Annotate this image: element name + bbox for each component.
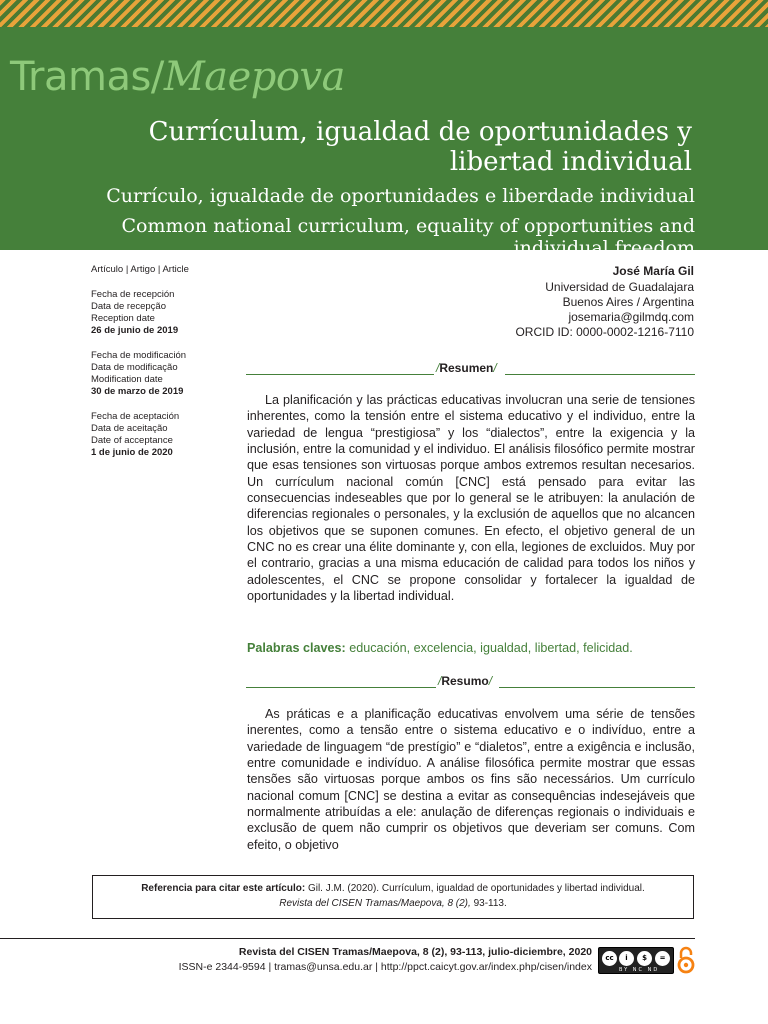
author-affiliation: Universidad de Guadalajara — [545, 280, 694, 294]
cc-nc-icon: $ — [637, 951, 652, 966]
cc-icon: cc — [602, 951, 617, 966]
cc-nd-icon: = — [655, 951, 670, 966]
footer-divider — [0, 938, 695, 939]
cc-by-icon: i — [619, 951, 634, 966]
acceptance-label-es: Fecha de aceptación — [91, 411, 180, 422]
heading-rule-right — [505, 374, 695, 375]
reception-date-block — [91, 289, 241, 337]
citation-text: Gil. J.M. (2020). Currículum, igualdad de oportunidades y libertad individual. — [307, 883, 645, 894]
keywords-values: educación, excelencia, igualdad, libertad, felicidad. — [349, 641, 633, 655]
creative-commons-license-badge[interactable] — [598, 947, 674, 974]
article-metadata-sidebar — [91, 264, 241, 472]
resumen-heading: /Resumen/ — [246, 362, 695, 376]
footer-journal-info: Revista del CISEN Tramas/Maepova, 8 (2), 93-113, julio-diciembre, 2020 — [238, 946, 592, 958]
resumo-paragraph: As práticas e a planificação educativas envolvem uma série de tensões inerentes, como a tensão entre o sistema educativo e o indivíduo, entre a variedade de linguagem “de prestígio” e “dialetos”, entre a exigência e inclusão, entre comunidade e indivíduo. A análise filosófica permite mostrar que essas tensões são virtuosas porque ambos os fins são necessários. Um currículo nacional comum [CNC] se destina a evitar as consequências indesejáveis que normalmente atribuídas a ele: anulação de diferenças regionais o individuais e exclusão de quem não cumprir os objetivos que deveriam ser comuns. Com efeito, o objetivo — [247, 707, 695, 852]
modification-label-es: Fecha de modificación — [91, 350, 187, 361]
author-email[interactable]: josemaria@gilmdq.com — [568, 310, 694, 324]
citation-pages: 93-113. — [473, 898, 507, 909]
reception-label-pt: Data de recepção — [91, 301, 166, 312]
resumen-heading-label: Resumen — [439, 361, 494, 375]
article-title-english: Common national curriculum, equality of opportunities and individual freedom — [121, 215, 695, 259]
resumen-paragraph: La planificación y las prácticas educativas involucran una serie de tensiones inherentes, como la tensión entre el sistema educativo y el individuo, entre la variedad de lengua “prestigiosa” y los “dialectos”, entre la exigencia y la inclusión, entre la comunidad y el individuo. El análisis filosófico permite mostrar que esas tensiones son virtuosas porque ambos extremos resultan necesarios. Un currículum nacional común [CNC] está pensado para evitar las consecuencias indeseables que por lo general se le atribuyen: la anulación de diferencias regionales o personales, y la exclusión de aquellos que no alcancen los objetivos que se suponen comunes. En efecto, el objetivo general de un CNC no es crear una élite dominante y, con ella, legiones de excluidos. Muy por el contrario, gracias a una misma educación de calidad para todos los niños y adolescentes, el CNC se propone consolidar y fortalecer la igualdad de oportunidades y la libertad individual. — [247, 393, 695, 604]
citation-journal: Revista del CISEN Tramas/Maepova, 8 (2), — [279, 898, 471, 909]
reception-label-en: Reception date — [91, 313, 155, 324]
heading-rule-left — [246, 687, 436, 688]
resumo-heading: /Resumo/ — [246, 675, 695, 689]
modification-date: 30 de marzo de 2019 — [91, 386, 184, 397]
modification-label-pt: Data de modificação — [91, 362, 178, 373]
article-header — [0, 27, 768, 259]
footer-contact-info[interactable]: ISSN-e 2344-9594 | tramas@unsa.edu.ar | http://ppct.caicyt.gov.ar/index.php/cisen/index — [178, 961, 592, 973]
modification-date-block — [91, 350, 241, 398]
heading-rule-right — [499, 687, 695, 688]
acceptance-label-en: Date of acceptance — [91, 435, 173, 446]
resumo-body — [247, 706, 695, 853]
article-title-portuguese: Currículo, igualdade de oportunidades e liberdade individual — [106, 185, 695, 207]
citation-box — [92, 875, 694, 919]
author-location: Buenos Aires / Argentina — [562, 295, 694, 309]
resumo-heading-label: Resumo — [441, 674, 489, 688]
article-type: Artículo | Artigo | Article — [91, 264, 189, 275]
reception-date: 26 de junio de 2019 — [91, 325, 179, 336]
article-title-spanish: Currículum, igualdad de oportunidades y libertad individual — [148, 117, 692, 177]
keywords-label: Palabras claves: — [247, 641, 346, 655]
author-orcid[interactable]: ORCID ID: 0000-0002-1216-7110 — [515, 325, 694, 339]
open-access-icon — [676, 945, 696, 975]
acceptance-date-block — [91, 411, 241, 459]
citation-label: Referencia para citar este artículo: — [141, 883, 306, 894]
keywords-line — [247, 640, 695, 656]
decorative-stripe-band — [0, 0, 768, 27]
author-name: José María Gil — [612, 264, 694, 278]
reception-label-es: Fecha de recepción — [91, 289, 175, 300]
journal-name: Tramas/Maepova — [10, 54, 345, 100]
modification-label-en: Modification date — [91, 374, 163, 385]
heading-rule-left — [246, 374, 434, 375]
license-tags: BY NC ND — [619, 967, 660, 973]
acceptance-label-pt: Data de aceitação — [91, 423, 168, 434]
resumen-body — [247, 392, 695, 604]
author-block — [394, 264, 694, 340]
acceptance-date: 1 de junio de 2020 — [91, 447, 173, 458]
